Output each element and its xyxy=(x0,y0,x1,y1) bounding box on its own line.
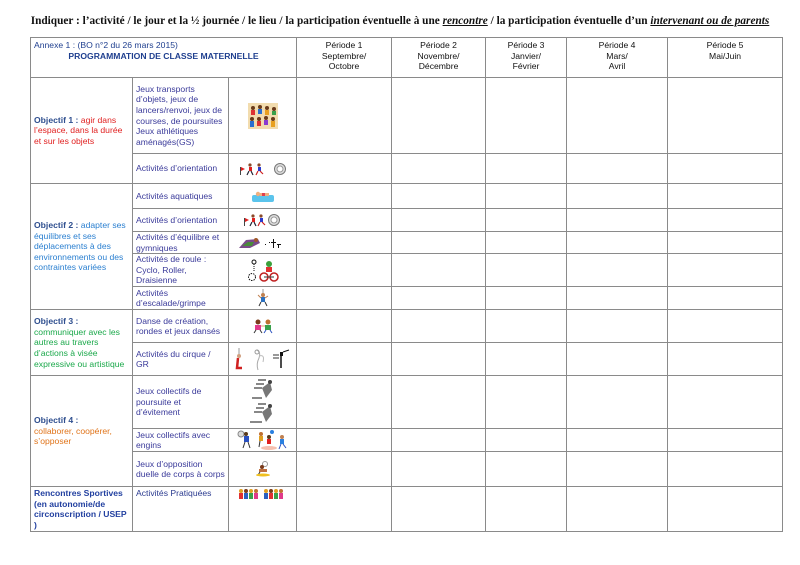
programmation-table xyxy=(30,37,783,532)
table-row xyxy=(31,376,783,429)
period-3-cell[interactable] xyxy=(486,78,567,154)
period-4-cell[interactable] xyxy=(567,154,668,184)
activity-cell xyxy=(133,343,229,376)
period-3-cell[interactable] xyxy=(486,184,567,209)
period-label: Période 1 xyxy=(325,40,363,50)
period-3-cell[interactable] xyxy=(486,487,567,531)
activity-text: Activités d’équilibre et gymniques xyxy=(136,232,220,253)
activity-cell xyxy=(133,287,229,310)
period-header-2 xyxy=(392,38,486,78)
period-months: Janvier/ xyxy=(510,50,542,61)
period-2-cell[interactable] xyxy=(392,254,486,287)
objective-4-cell xyxy=(31,376,133,487)
period-2-cell[interactable] xyxy=(392,78,486,154)
activity-text: Activités Pratiquées xyxy=(136,488,212,499)
table-row xyxy=(31,78,783,154)
activity-image-cell xyxy=(229,154,297,184)
objective-label: Objectif 3 : xyxy=(34,316,79,327)
activity-cell xyxy=(133,310,229,343)
table-row xyxy=(31,343,783,376)
objective-label: Objectif 2 : xyxy=(34,220,79,231)
activity-cell xyxy=(133,254,229,287)
period-3-cell[interactable] xyxy=(486,310,567,343)
period-2-cell[interactable] xyxy=(392,343,486,376)
period-3-cell[interactable] xyxy=(486,429,567,452)
objective-text: adapter ses équilibres et ses déplacements à des environnements ou des contraintes variées xyxy=(34,220,126,273)
period-header-3 xyxy=(486,38,567,78)
ball-games-illustration-icon xyxy=(235,429,291,451)
activity-cell xyxy=(133,154,229,184)
period-months: Septembre/ xyxy=(321,50,367,61)
period-4-cell[interactable] xyxy=(567,429,668,452)
objective-label: Objectif 4 : xyxy=(34,415,79,426)
activity-text: Danse de création, rondes et jeux dansés xyxy=(136,315,221,337)
period-1-cell[interactable] xyxy=(297,487,392,531)
period-months: Mars/ xyxy=(606,50,628,61)
period-months: Mai/Juin xyxy=(709,50,742,61)
activity-cell xyxy=(133,376,229,429)
period-1-cell[interactable] xyxy=(297,78,392,154)
activity-cell xyxy=(133,487,229,531)
activity-image-cell xyxy=(229,376,297,429)
objective-2-cell xyxy=(31,184,133,310)
activity-text: Jeux collectifs de poursuite et d’évitement xyxy=(136,386,202,418)
objective-text: agir dans l’espace, dans la durée et sur les objets xyxy=(34,114,123,146)
cyclist-illustration-icon xyxy=(247,258,279,282)
activity-cell xyxy=(133,429,229,452)
period-5-cell[interactable] xyxy=(668,78,783,154)
period-4-cell[interactable] xyxy=(567,310,668,343)
activity-cell xyxy=(133,78,229,154)
period-1-cell[interactable] xyxy=(297,254,392,287)
period-1-cell[interactable] xyxy=(297,232,392,254)
period-4-cell[interactable] xyxy=(567,343,668,376)
objective-1-cell xyxy=(31,78,133,184)
period-5-cell[interactable] xyxy=(668,154,783,184)
annexe-header xyxy=(31,38,297,78)
running-figures-illustration-icon xyxy=(248,378,278,426)
period-2-cell[interactable] xyxy=(392,232,486,254)
objective-3-cell xyxy=(31,310,133,376)
activity-cell xyxy=(133,184,229,209)
annexe-line1: Annexe 1 : (BO n°2 du 26 mars 2015) xyxy=(34,40,178,50)
group-children-illustration-icon xyxy=(238,488,288,500)
instruction-text-2: / la participation éventuelle d’un xyxy=(487,15,651,27)
period-4-cell[interactable] xyxy=(567,254,668,287)
table-row xyxy=(31,209,783,232)
activity-image-cell xyxy=(229,184,297,209)
objective-text: communiquer avec les autres au travers d’actions à visée expressive ou artistique xyxy=(34,326,125,369)
objective-text: collaborer, coopérer, s’opposer xyxy=(34,425,112,447)
period-4-cell[interactable] xyxy=(567,232,668,254)
period-1-cell[interactable] xyxy=(297,343,392,376)
period-5-cell[interactable] xyxy=(668,232,783,254)
period-1-cell[interactable] xyxy=(297,287,392,310)
activity-image-cell xyxy=(229,343,297,376)
orientation-runners-compass-illustration-icon xyxy=(243,213,283,227)
period-3-cell[interactable] xyxy=(486,376,567,429)
period-label: Période 2 xyxy=(420,40,457,50)
activity-image-cell xyxy=(229,209,297,232)
activity-text: Activités d’orientation xyxy=(136,163,218,174)
activity-image-cell xyxy=(229,254,297,287)
dancing-children-illustration-icon xyxy=(251,318,275,334)
period-4-cell[interactable] xyxy=(567,487,668,531)
activity-text: Jeux transports d’objets, jeux de lancers/renvoi, jeux de courses, de poursuites xyxy=(136,83,223,126)
period-1-cell[interactable] xyxy=(297,452,392,487)
period-5-cell[interactable] xyxy=(668,429,783,452)
swimmer-illustration-icon xyxy=(252,190,274,202)
children-games-illustration-icon xyxy=(248,103,278,129)
circus-illustration-icon xyxy=(233,346,293,372)
period-5-cell[interactable] xyxy=(668,452,783,487)
period-1-cell[interactable] xyxy=(297,209,392,232)
period-3-cell[interactable] xyxy=(486,343,567,376)
activity-text: Activités d’escalade/grimpe xyxy=(136,287,206,309)
period-label: Période 4 xyxy=(598,40,636,50)
period-3-cell[interactable] xyxy=(486,154,567,184)
period-5-cell[interactable] xyxy=(668,310,783,343)
table-row xyxy=(31,154,783,184)
period-4-cell[interactable] xyxy=(567,287,668,310)
gymnastics-illustration-icon xyxy=(238,236,288,250)
period-3-cell[interactable] xyxy=(486,254,567,287)
period-5-cell[interactable] xyxy=(668,254,783,287)
annexe-line2: PROGRAMMATION DE CLASSE MATERNELLE xyxy=(68,50,259,61)
period-months: Octobre xyxy=(328,61,360,72)
orientation-runners-compass-illustration-icon xyxy=(238,162,288,176)
period-5-cell[interactable] xyxy=(668,184,783,209)
table-row xyxy=(31,184,783,209)
period-2-cell[interactable] xyxy=(392,376,486,429)
activity-text: Jeux d’opposition duelle de corps à corps xyxy=(136,458,225,480)
period-5-cell[interactable] xyxy=(668,209,783,232)
activity-image-cell xyxy=(229,429,297,452)
period-4-cell[interactable] xyxy=(567,184,668,209)
period-1-cell[interactable] xyxy=(297,310,392,343)
activity-cell xyxy=(133,232,229,254)
rencontres-cell xyxy=(31,487,133,531)
period-2-cell[interactable] xyxy=(392,287,486,310)
period-2-cell[interactable] xyxy=(392,184,486,209)
instruction-rencontre: rencontre xyxy=(442,15,488,27)
period-header-1 xyxy=(297,38,392,78)
period-1-cell[interactable] xyxy=(297,184,392,209)
table-row xyxy=(31,452,783,487)
header-row xyxy=(31,38,783,78)
period-2-cell[interactable] xyxy=(392,209,486,232)
period-3-cell[interactable] xyxy=(486,209,567,232)
activity-text: Jeux collectifs avec engins xyxy=(136,429,211,451)
period-4-cell[interactable] xyxy=(567,452,668,487)
period-5-cell[interactable] xyxy=(668,287,783,310)
activity-image-cell xyxy=(229,232,297,254)
table-row xyxy=(31,287,783,310)
period-2-cell[interactable] xyxy=(392,487,486,531)
period-2-cell[interactable] xyxy=(392,429,486,452)
period-label: Période 3 xyxy=(507,40,545,50)
period-5-cell[interactable] xyxy=(668,487,783,531)
period-5-cell[interactable] xyxy=(668,376,783,429)
activity-image-cell xyxy=(229,487,297,531)
period-1-cell[interactable] xyxy=(297,429,392,452)
period-5-cell[interactable] xyxy=(668,343,783,376)
period-months: Avril xyxy=(608,61,626,72)
table-row xyxy=(31,232,783,254)
period-2-cell[interactable] xyxy=(392,310,486,343)
period-1-cell[interactable] xyxy=(297,376,392,429)
instruction-text: Indiquer : l’activité / le jour et la ½ journée / le lieu / la participation éventuelle à une xyxy=(30,15,443,27)
period-1-cell[interactable] xyxy=(297,154,392,184)
instruction-heading xyxy=(0,15,800,27)
table-row xyxy=(31,310,783,343)
activity-text: Activités d’orientation xyxy=(136,214,218,225)
activity-text: Jeux athlétiques aménagés(GS) xyxy=(136,126,199,147)
activity-text: Activités de roule : Cyclo, Roller, Draisienne xyxy=(136,254,207,286)
period-3-cell[interactable] xyxy=(486,287,567,310)
table-row xyxy=(31,254,783,287)
period-2-cell[interactable] xyxy=(392,154,486,184)
activity-text: Activités aquatiques xyxy=(136,190,213,201)
wrestling-illustration-icon xyxy=(254,461,272,477)
period-3-cell[interactable] xyxy=(486,452,567,487)
activity-text: Activités du cirque / GR xyxy=(136,348,211,370)
activity-image-cell xyxy=(229,310,297,343)
rencontres-label: Rencontres Sportives (en autonomie/de circonscription / USEP ) xyxy=(34,488,127,530)
period-4-cell[interactable] xyxy=(567,209,668,232)
period-months: Février xyxy=(512,61,540,72)
objective-label: Objectif 1 : xyxy=(34,114,79,125)
table-row xyxy=(31,487,783,531)
activity-cell xyxy=(133,452,229,487)
climber-illustration-icon xyxy=(256,289,270,307)
period-3-cell[interactable] xyxy=(486,232,567,254)
period-4-cell[interactable] xyxy=(567,78,668,154)
period-label: Période 5 xyxy=(706,40,744,50)
instruction-intervenant: intervenant ou de parents xyxy=(650,15,770,27)
activity-image-cell xyxy=(229,452,297,487)
period-header-4 xyxy=(567,38,668,78)
activity-image-cell xyxy=(229,287,297,310)
table-row xyxy=(31,429,783,452)
period-months: Novembre/ xyxy=(417,50,460,61)
period-2-cell[interactable] xyxy=(392,452,486,487)
period-header-5 xyxy=(668,38,783,78)
activity-cell xyxy=(133,209,229,232)
period-months: Décembre xyxy=(418,61,459,72)
period-4-cell[interactable] xyxy=(567,376,668,429)
activity-image-cell xyxy=(229,78,297,154)
